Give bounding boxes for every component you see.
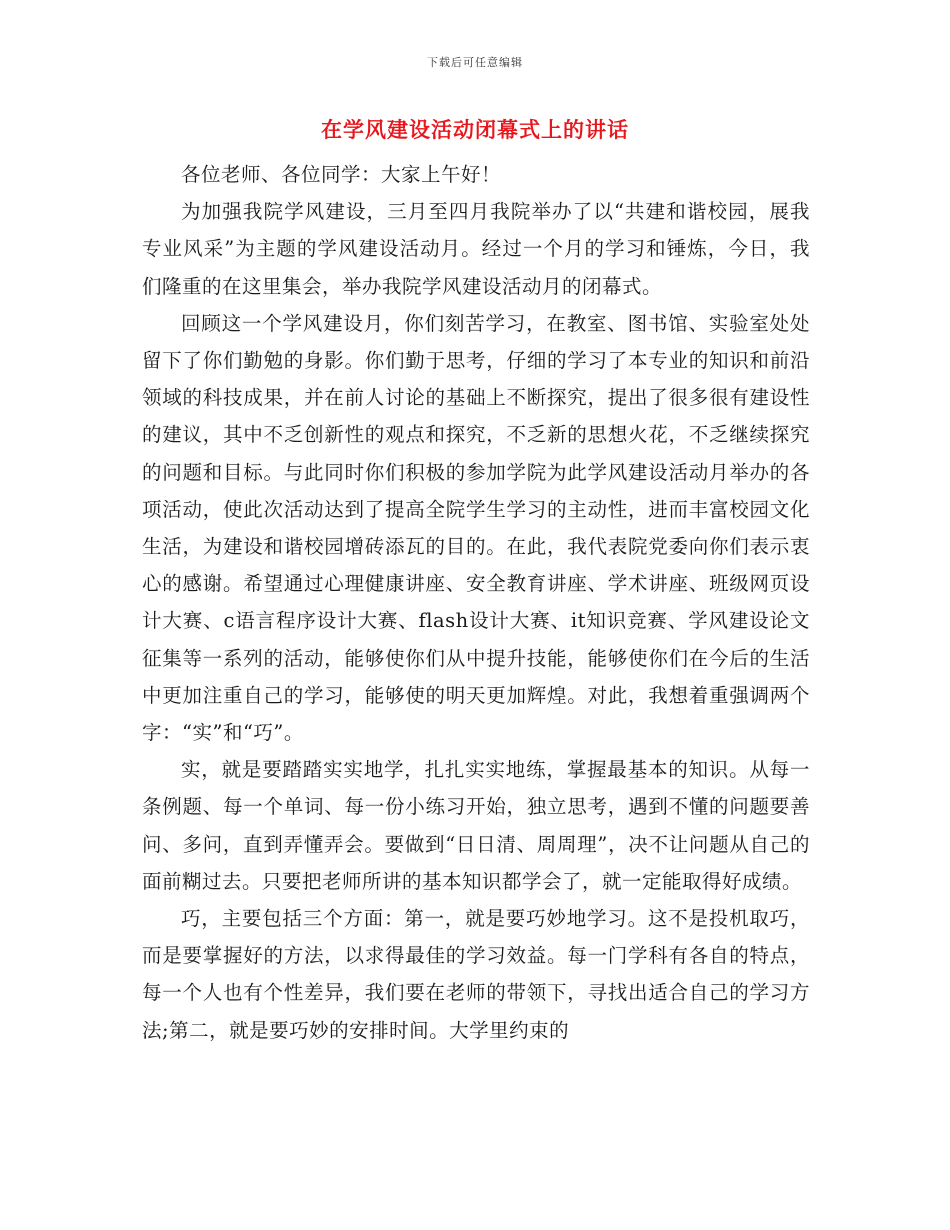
paragraph-intro: 为加强我院学风建设，三月至四月我院举办了以“共建和谐校园，展我专业风采”为主题的学风建设活动月。经过一个月的学习和锤炼，今日，我们隆重的在这里集会，举办我院学风建设活动月的闭幕式。	[142, 200, 810, 298]
page-header-note: 下载后可任意编辑	[427, 56, 523, 69]
paragraph-greeting: 各位老师、各位同学：大家上午好！	[181, 163, 502, 186]
document-title: 在学风建设活动闭幕式上的讲话	[321, 117, 629, 142]
paragraph-review: 回顾这一个学风建设月，你们刻苦学习，在教室、图书馆、实验室处处留下了你们勤勉的身影。你们勤于思考，仔细的学习了本专业的知识和前沿领域的科技成果，并在前人讨论的基础上不断探究，提出了很多很有建设性的建议，其中不乏创新性的观点和探究，不乏新的思想火花，不乏继续探究的问题和目标。与此同时你们积极的参加学院为此学风建设活动月举办的各项活动，使此次活动达到了提高全院学生学习的主动性，进而丰富校园文化生活，为建设和谐校园增砖添瓦的目的。在此，我代表院党委向你们表示衷心的感谢。希望通过心理健康讲座、安全教育讲座、学术讲座、班级网页设计大赛、c语言程序设计大赛、flash设计大赛、it知识竞赛、学风建设论文征集等一系列的活动，能够使你们从中提升技能，能够使你们在今后的生活中更加注重自己的学习，能够使的明天更加辉煌。对此，我想着重强调两个字：“实”和“巧”。	[142, 311, 810, 745]
paragraph-qiao: 巧，主要包括三个方面：第一，就是要巧妙地学习。这不是投机取巧，而是要掌握好的方法，以求得最佳的学习效益。每一门学科有各自的特点，每一个人也有个性差异，我们要在老师的带领下，寻找出适合自己的学习方法;第二，就是要巧妙的安排时间。大学里约束的	[142, 907, 810, 1042]
paragraph-shi: 实，就是要踏踏实实地学，扎扎实实地练，掌握最基本的知识。从每一条例题、每一个单词、每一份小练习开始，独立思考，遇到不懂的问题要善问、多问，直到弄懂弄会。要做到“日日清、周周理”，决不让问题从自己的面前糊过去。只要把老师所讲的基本知识都学会了，就一定能取得好成绩。	[142, 758, 810, 893]
document-body	[142, 156, 810, 1049]
